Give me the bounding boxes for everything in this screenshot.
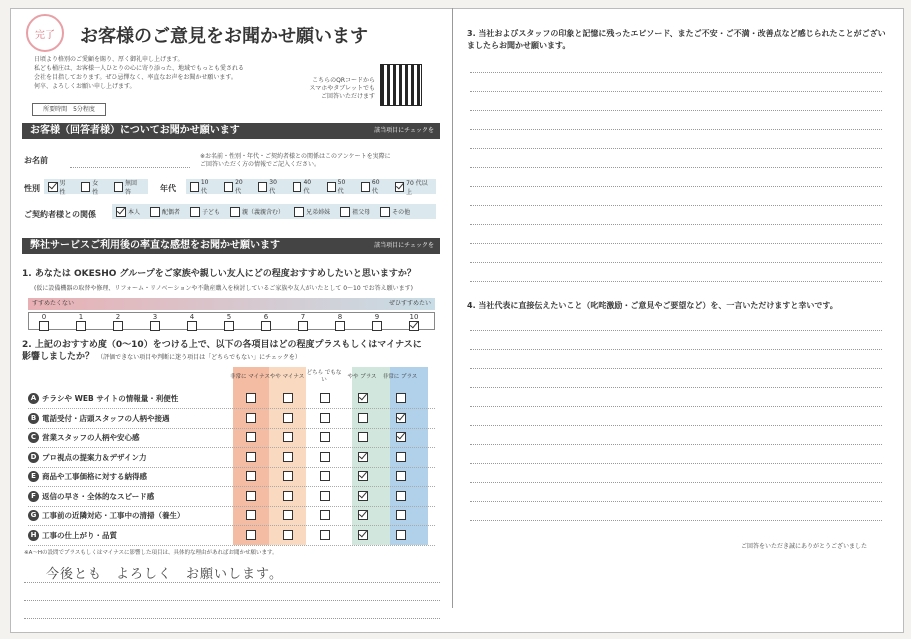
answer-line[interactable] bbox=[470, 186, 882, 187]
scale-number: 8 bbox=[337, 313, 343, 321]
scale-option-4[interactable] bbox=[185, 313, 199, 331]
checkbox-icon[interactable] bbox=[76, 321, 86, 331]
genders-option-label: 女性 bbox=[92, 179, 99, 196]
intro-text bbox=[34, 55, 289, 91]
intro-line: 会社を目指しております。ぜひ忌憚なく、率直なお声をお聞かせ願います。 bbox=[34, 74, 237, 81]
grid-row bbox=[28, 448, 435, 468]
name-note bbox=[200, 153, 440, 169]
item-letter-icon: B bbox=[28, 413, 39, 424]
answer-line[interactable] bbox=[470, 91, 882, 92]
scale-option-2[interactable] bbox=[111, 313, 125, 331]
checkbox-icon[interactable] bbox=[293, 182, 302, 192]
checkbox-icon[interactable] bbox=[283, 393, 293, 403]
ages-option-label: 30 代 bbox=[269, 178, 277, 195]
qr-caption-line: こちらのQRコードから bbox=[312, 77, 375, 84]
checkbox-icon[interactable] bbox=[246, 510, 256, 520]
checkbox-icon[interactable] bbox=[224, 321, 234, 331]
scale-option-7[interactable] bbox=[296, 313, 310, 331]
answer-line[interactable] bbox=[470, 205, 882, 206]
checkbox-icon[interactable] bbox=[358, 510, 368, 520]
ages-option-label: 70 代以上 bbox=[406, 179, 428, 196]
checkbox-icon[interactable] bbox=[246, 530, 256, 540]
checkbox-icon[interactable] bbox=[187, 321, 197, 331]
grid-row-label: プロ視点の提案力＆デザイン力 bbox=[42, 452, 147, 462]
ages-option-label: 10 代 bbox=[200, 178, 209, 195]
gender-label: 性別 bbox=[24, 184, 40, 193]
scale-number: 5 bbox=[226, 313, 232, 321]
qr-caption-line: スマホやタブレットでも bbox=[309, 85, 375, 92]
checkbox-icon[interactable] bbox=[327, 182, 336, 192]
checkbox-icon[interactable] bbox=[358, 471, 368, 481]
answer-line[interactable] bbox=[470, 243, 882, 244]
ages-option[interactable] bbox=[254, 179, 282, 195]
section1-title: お客様（回答者様）についてお聞かせ願います bbox=[30, 125, 240, 136]
grid-header: やや マイナス bbox=[269, 373, 305, 380]
grid-row bbox=[28, 526, 435, 546]
section2-title: 弊社サービスご利用後の率直な感想をお聞かせ願います bbox=[30, 240, 280, 251]
checkbox-icon[interactable] bbox=[283, 471, 293, 481]
section2-header bbox=[22, 238, 440, 254]
checkbox-icon[interactable] bbox=[372, 321, 382, 331]
scale-right-label: ぜひすすめたい bbox=[388, 300, 431, 307]
grid-row bbox=[28, 409, 435, 429]
intro-line: 何卒、よろしくお願い申し上げます。 bbox=[34, 83, 136, 90]
answer-line[interactable] bbox=[470, 148, 882, 149]
checkbox-icon[interactable] bbox=[361, 182, 370, 192]
relations-option[interactable] bbox=[336, 207, 370, 217]
answer-line[interactable] bbox=[470, 110, 882, 111]
checkbox-icon[interactable] bbox=[246, 432, 256, 442]
grid-header: 非常に プラス bbox=[382, 373, 418, 380]
closing-message: ご回答をいただき誠にありがとうございました bbox=[741, 543, 868, 550]
item-letter-icon: A bbox=[28, 393, 39, 404]
answer-line[interactable] bbox=[470, 387, 882, 388]
scale-left-label: すすめたくない bbox=[32, 300, 75, 307]
ages-option[interactable] bbox=[391, 178, 430, 196]
section1-hint: 該当項目にチェックを bbox=[374, 127, 434, 134]
answer-line[interactable] bbox=[470, 520, 882, 521]
answer-line[interactable] bbox=[470, 444, 882, 445]
answer-line[interactable] bbox=[470, 129, 882, 130]
relations-option-label: 親（義親含む） bbox=[242, 209, 285, 216]
ages-option-label: 20 代 bbox=[235, 178, 243, 195]
checkbox-icon[interactable] bbox=[320, 530, 330, 540]
name-field-line[interactable] bbox=[70, 167, 190, 168]
checkbox-icon[interactable] bbox=[358, 530, 368, 540]
checkbox-icon[interactable] bbox=[396, 510, 406, 520]
item-letter-icon: E bbox=[28, 471, 39, 482]
relations-option[interactable] bbox=[146, 207, 180, 217]
checkbox-icon[interactable] bbox=[150, 321, 160, 331]
checkbox-icon[interactable] bbox=[81, 182, 91, 192]
grid-row-label: 商品や工事価格に対する納得感 bbox=[42, 472, 147, 481]
checkbox-icon[interactable] bbox=[358, 491, 368, 501]
answer-line[interactable] bbox=[470, 501, 882, 502]
relations-option-label: 祖父母 bbox=[352, 209, 371, 216]
checkbox-icon[interactable] bbox=[283, 432, 293, 442]
grid-row bbox=[28, 467, 435, 487]
checkbox-icon[interactable] bbox=[320, 491, 330, 501]
item-letter-icon: D bbox=[28, 452, 39, 463]
ages-option[interactable] bbox=[186, 179, 214, 195]
scale-number: 7 bbox=[300, 313, 306, 321]
impact-grid bbox=[28, 367, 435, 545]
grid-row bbox=[28, 487, 435, 507]
name-label: お名前 bbox=[24, 156, 48, 165]
checkbox-icon[interactable] bbox=[190, 207, 200, 217]
checkbox-icon[interactable] bbox=[320, 432, 330, 442]
item-letter-icon: C bbox=[28, 432, 39, 443]
checkbox-icon[interactable] bbox=[246, 393, 256, 403]
genders-option-label: 無回答 bbox=[125, 179, 138, 196]
answer-line[interactable] bbox=[470, 167, 882, 168]
ages-option[interactable] bbox=[323, 179, 351, 195]
age-label: 年代 bbox=[160, 184, 176, 193]
scale-number: 6 bbox=[263, 313, 269, 321]
age-options bbox=[186, 179, 436, 194]
checkbox-icon[interactable] bbox=[246, 413, 256, 423]
checkbox-icon[interactable] bbox=[48, 182, 58, 192]
item-letter-icon: H bbox=[28, 530, 39, 541]
name-note-line: ご回答いただく方の情報でご記入ください。 bbox=[200, 161, 321, 168]
checkbox-icon[interactable] bbox=[246, 471, 256, 481]
scale-number: 10 bbox=[409, 313, 419, 321]
grid-row-label: 電話受付・店頭スタッフの人柄や接遇 bbox=[42, 413, 170, 423]
ages-option-label: 40 代 bbox=[303, 178, 312, 195]
ages-option-label: 60 代 bbox=[371, 178, 380, 195]
recommend-scale-bar bbox=[28, 298, 435, 310]
q2-title-line: 影響しましたか？ bbox=[22, 352, 95, 362]
checkbox-icon[interactable] bbox=[396, 491, 406, 501]
checkbox-icon[interactable] bbox=[396, 432, 406, 442]
q3-title: 3. 当社およびスタッフの印象と記憶に残ったエピソード、またご不安・ご不満・改善点など感じられたことがございましたらお聞かせ願います。 bbox=[467, 29, 886, 50]
page-divider bbox=[452, 8, 453, 608]
relations-option-label: 配偶者 bbox=[162, 209, 181, 216]
scale-option-5[interactable] bbox=[222, 313, 236, 331]
checkbox-icon[interactable] bbox=[258, 182, 267, 192]
q1-note: (仮に設備機器の取替や修理、リフォーム・リノベーションや不動産購入を検討しているご家族や友人がいたとして 0〜10 でお答え願います) bbox=[34, 285, 413, 292]
checkbox-icon[interactable] bbox=[190, 182, 199, 192]
checkbox-icon[interactable] bbox=[396, 530, 406, 540]
checkbox-icon[interactable] bbox=[283, 413, 293, 423]
checkbox-icon[interactable] bbox=[294, 207, 304, 217]
answer-line[interactable] bbox=[470, 425, 882, 426]
answer-line[interactable] bbox=[470, 262, 882, 263]
item-letter-icon: G bbox=[28, 510, 39, 521]
name-note-line: ※お名前・性別・年代・ご契約者様との関係はこのアンケートを実際に bbox=[200, 153, 391, 160]
scale-number: 0 bbox=[41, 313, 47, 321]
grid-row bbox=[28, 428, 435, 448]
checkbox-icon[interactable] bbox=[246, 452, 256, 462]
checkbox-icon[interactable] bbox=[283, 491, 293, 501]
checkbox-icon[interactable] bbox=[340, 207, 350, 217]
gender-options bbox=[44, 179, 148, 194]
ages-option-label: 50 代 bbox=[337, 178, 346, 195]
checkbox-icon[interactable] bbox=[396, 452, 406, 462]
grid-header: どちら でもない bbox=[306, 370, 342, 383]
grid-row-label: 工事の仕上がり・品質 bbox=[42, 530, 117, 540]
relations-option-label: その他 bbox=[392, 209, 411, 216]
scale-option-0[interactable] bbox=[37, 313, 51, 331]
scale-number: 1 bbox=[78, 313, 84, 321]
answer-line[interactable] bbox=[470, 330, 882, 331]
checkbox-icon[interactable] bbox=[246, 491, 256, 501]
checkbox-icon[interactable] bbox=[39, 321, 49, 331]
checkbox-icon[interactable] bbox=[409, 321, 419, 331]
checkbox-icon[interactable] bbox=[320, 393, 330, 403]
grid-row-label: 工事前の近隣対応・工事中の清掃（養生） bbox=[42, 511, 185, 520]
answer-line[interactable] bbox=[470, 482, 882, 483]
checkbox-icon[interactable] bbox=[358, 393, 368, 403]
intro-line: 私ども桶庄は、お客様一人ひとりの心に寄り添った、地域でもっとも愛される bbox=[34, 65, 245, 72]
q4-title: 4. 当社代表に直接伝えたいこと（叱咤激励・ご意見やご要望など）を、一言いただけますと幸いです。 bbox=[467, 301, 838, 310]
scale-option-6[interactable] bbox=[259, 313, 273, 331]
ages-option[interactable] bbox=[220, 179, 248, 195]
relations-option-label: 兄弟姉妹 bbox=[306, 209, 331, 216]
checkbox-icon[interactable] bbox=[114, 182, 124, 192]
page-title: お客様のご意見をお聞かせ願います bbox=[80, 26, 368, 47]
q2-title bbox=[22, 339, 442, 364]
checkbox-icon[interactable] bbox=[283, 452, 293, 462]
checkbox-icon[interactable] bbox=[358, 432, 368, 442]
comment-line bbox=[24, 600, 440, 601]
answer-line[interactable] bbox=[470, 224, 882, 225]
qr-caption bbox=[285, 77, 375, 101]
scale-number: 4 bbox=[189, 313, 195, 321]
relations-option[interactable] bbox=[186, 207, 220, 217]
checkbox-icon[interactable] bbox=[261, 321, 271, 331]
scale-option-1[interactable] bbox=[74, 313, 88, 331]
relations-option[interactable] bbox=[112, 207, 140, 217]
grid-header: 非常に マイナス bbox=[230, 373, 270, 380]
grid-header: やや プラス bbox=[347, 373, 377, 380]
checkbox-icon[interactable] bbox=[395, 182, 404, 192]
scale-number: 2 bbox=[115, 313, 121, 321]
answer-line[interactable] bbox=[470, 72, 882, 73]
answer-line[interactable] bbox=[470, 406, 882, 407]
checkbox-icon[interactable] bbox=[358, 452, 368, 462]
time-required-label: 所要時間 5分程度 bbox=[32, 103, 106, 116]
grid-row-label: 営業スタッフの人柄や安心感 bbox=[42, 433, 140, 442]
answer-line[interactable] bbox=[470, 368, 882, 369]
answer-line[interactable] bbox=[470, 281, 882, 282]
scale-option-9[interactable] bbox=[370, 313, 384, 331]
checkbox-icon[interactable] bbox=[224, 182, 233, 192]
scale-option-8[interactable] bbox=[333, 313, 347, 331]
q2-note: （評価できない項目や判断に迷う項目は「どちらでもない」にチェックを） bbox=[97, 354, 301, 361]
grid-row-label: チラシや WEB サイトの情報量・利便性 bbox=[42, 394, 179, 403]
checkbox-icon[interactable] bbox=[380, 207, 390, 217]
checkbox-icon[interactable] bbox=[283, 510, 293, 520]
checkbox-icon[interactable] bbox=[113, 321, 123, 331]
grid-row-label: 返信の早さ・全体的なスピード感 bbox=[42, 491, 155, 501]
scale-option-10[interactable] bbox=[407, 313, 421, 331]
item-letter-icon: F bbox=[28, 491, 39, 502]
handwritten-comment[interactable]: 今後とも よろしく お願いします。 bbox=[46, 567, 283, 582]
q2-footnote: ※A〜Hの設問でプラスもしくはマイナスに影響した項目は、具体的な理由があればお聞かせ願います。 bbox=[24, 550, 278, 556]
grid-row bbox=[28, 389, 435, 409]
checkbox-icon[interactable] bbox=[320, 452, 330, 462]
qr-caption-line: ご回答いただけます bbox=[320, 93, 375, 100]
relations-option[interactable] bbox=[290, 207, 330, 217]
relations-option-label: 子ども bbox=[202, 209, 221, 216]
intro-line: 日頃より格別のご愛顧を賜り、厚く御礼申し上げます。 bbox=[34, 56, 184, 63]
completed-stamp: 完了 bbox=[26, 14, 64, 52]
checkbox-icon[interactable] bbox=[358, 413, 368, 423]
qr-code-icon[interactable] bbox=[380, 64, 422, 106]
checkbox-icon[interactable] bbox=[320, 413, 330, 423]
checkbox-icon[interactable] bbox=[116, 207, 126, 217]
grid-row bbox=[28, 506, 435, 526]
scale-number: 3 bbox=[152, 313, 158, 321]
checkbox-icon[interactable] bbox=[298, 321, 308, 331]
checkbox-icon[interactable] bbox=[335, 321, 345, 331]
q2-title-line: 2. 上記のおすすめ度（0〜10）をつける上で、以下の各項目はどの程度プラスもしくはマイナスに bbox=[22, 340, 422, 350]
ages-option[interactable] bbox=[289, 179, 317, 195]
checkbox-icon[interactable] bbox=[283, 530, 293, 540]
genders-option[interactable] bbox=[110, 178, 142, 196]
scale-option-3[interactable] bbox=[148, 313, 162, 331]
q1-title: 1. あなたは OKESHO グループをご家族や親しい友人にどの程度おすすめしたいと思いますか？ bbox=[22, 269, 416, 279]
checkbox-icon[interactable] bbox=[396, 471, 406, 481]
recommend-scale bbox=[28, 312, 435, 330]
comment-line bbox=[24, 582, 440, 583]
checkbox-icon[interactable] bbox=[230, 207, 240, 217]
relations-option-label: 本人 bbox=[128, 209, 141, 216]
relations-option[interactable] bbox=[376, 207, 410, 217]
checkbox-icon[interactable] bbox=[320, 510, 330, 520]
scale-number: 9 bbox=[374, 313, 380, 321]
comment-line bbox=[24, 618, 440, 619]
section2-hint: 該当項目にチェックを bbox=[374, 242, 434, 249]
genders-option[interactable] bbox=[44, 178, 71, 196]
relation-options bbox=[112, 204, 436, 219]
checkbox-icon[interactable] bbox=[396, 393, 406, 403]
relations-option[interactable] bbox=[226, 207, 284, 217]
relation-label: ご契約者様との関係 bbox=[24, 210, 96, 219]
genders-option[interactable] bbox=[77, 178, 104, 196]
checkbox-icon[interactable] bbox=[320, 471, 330, 481]
answer-line[interactable] bbox=[470, 463, 882, 464]
answer-line[interactable] bbox=[470, 349, 882, 350]
genders-option-label: 男性 bbox=[59, 179, 66, 196]
checkbox-icon[interactable] bbox=[150, 207, 160, 217]
ages-option[interactable] bbox=[357, 179, 385, 195]
checkbox-icon[interactable] bbox=[396, 413, 406, 423]
section1-header bbox=[22, 123, 440, 139]
